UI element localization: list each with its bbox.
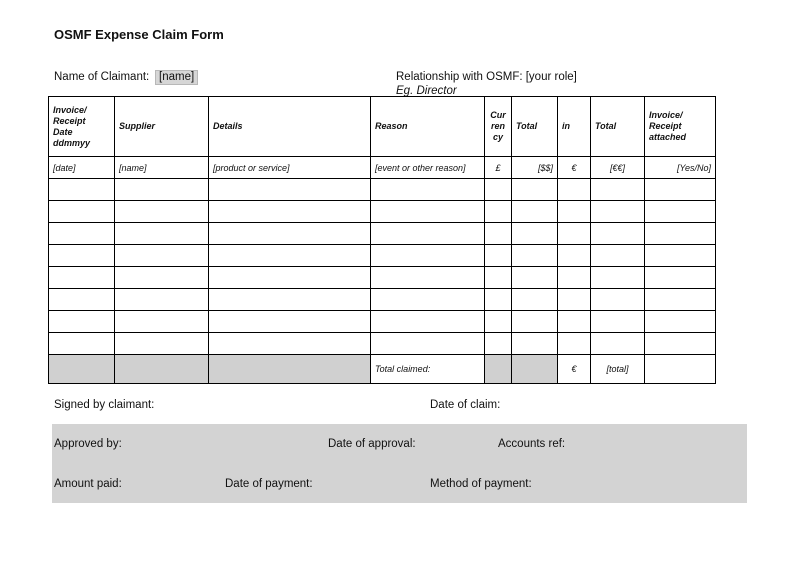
example-attached[interactable]: [Yes/No] — [645, 157, 716, 179]
example-supplier[interactable]: [name] — [115, 157, 209, 179]
total-in-currency: € — [558, 355, 591, 384]
table-row[interactable] — [49, 179, 716, 201]
table-row[interactable] — [49, 289, 716, 311]
example-total[interactable]: [$$] — [512, 157, 558, 179]
example-total-eur[interactable]: [€€] — [591, 157, 645, 179]
signed-by-claimant-label: Signed by claimant: — [54, 399, 155, 411]
example-currency[interactable]: £ — [485, 157, 512, 179]
example-row — [49, 157, 716, 179]
table-row[interactable] — [49, 201, 716, 223]
form-title: OSMF Expense Claim Form — [54, 27, 224, 42]
example-details[interactable]: [product or service] — [209, 157, 371, 179]
date-of-payment-label: Date of payment: — [225, 478, 313, 490]
date-of-claim-label: Date of claim: — [430, 399, 501, 411]
header-invoice-date: Invoice/ Receipt Date ddmmyy — [49, 97, 115, 157]
total-claimed-value[interactable]: [total] — [591, 355, 645, 384]
header-supplier: Supplier — [115, 97, 209, 157]
method-of-payment-label: Method of payment: — [430, 478, 532, 490]
date-of-approval-label: Date of approval: — [328, 438, 416, 450]
header-currency: Cur ren cy — [485, 97, 512, 157]
approval-section — [52, 424, 747, 503]
relationship-example: Eg. Director — [396, 85, 457, 97]
claimant-label: Name of Claimant: — [54, 71, 150, 83]
header-total-eur: Total — [591, 97, 645, 157]
table-row[interactable] — [49, 267, 716, 289]
header-reason: Reason — [371, 97, 485, 157]
header-invoice-attached: Invoice/ Receipt attached — [645, 97, 716, 157]
example-date[interactable]: [date] — [49, 157, 115, 179]
accounts-ref-label: Accounts ref: — [498, 438, 566, 450]
table-header-row — [49, 97, 716, 157]
amount-paid-label: Amount paid: — [54, 478, 122, 490]
total-claimed-label: Total claimed: — [371, 355, 485, 384]
header-total: Total — [512, 97, 558, 157]
approved-by-label: Approved by: — [54, 438, 122, 450]
total-row — [49, 355, 716, 384]
header-details: Details — [209, 97, 371, 157]
expense-table — [48, 96, 716, 384]
table-row[interactable] — [49, 245, 716, 267]
table-row[interactable] — [49, 311, 716, 333]
example-reason[interactable]: [event or other reason] — [371, 157, 485, 179]
header-in: in — [558, 97, 591, 157]
example-in-currency: € — [558, 157, 591, 179]
table-row[interactable] — [49, 333, 716, 355]
claimant-name-field[interactable]: [name] — [155, 70, 198, 85]
table-row[interactable] — [49, 223, 716, 245]
relationship-label: Relationship with OSMF: [your role] — [396, 71, 577, 83]
